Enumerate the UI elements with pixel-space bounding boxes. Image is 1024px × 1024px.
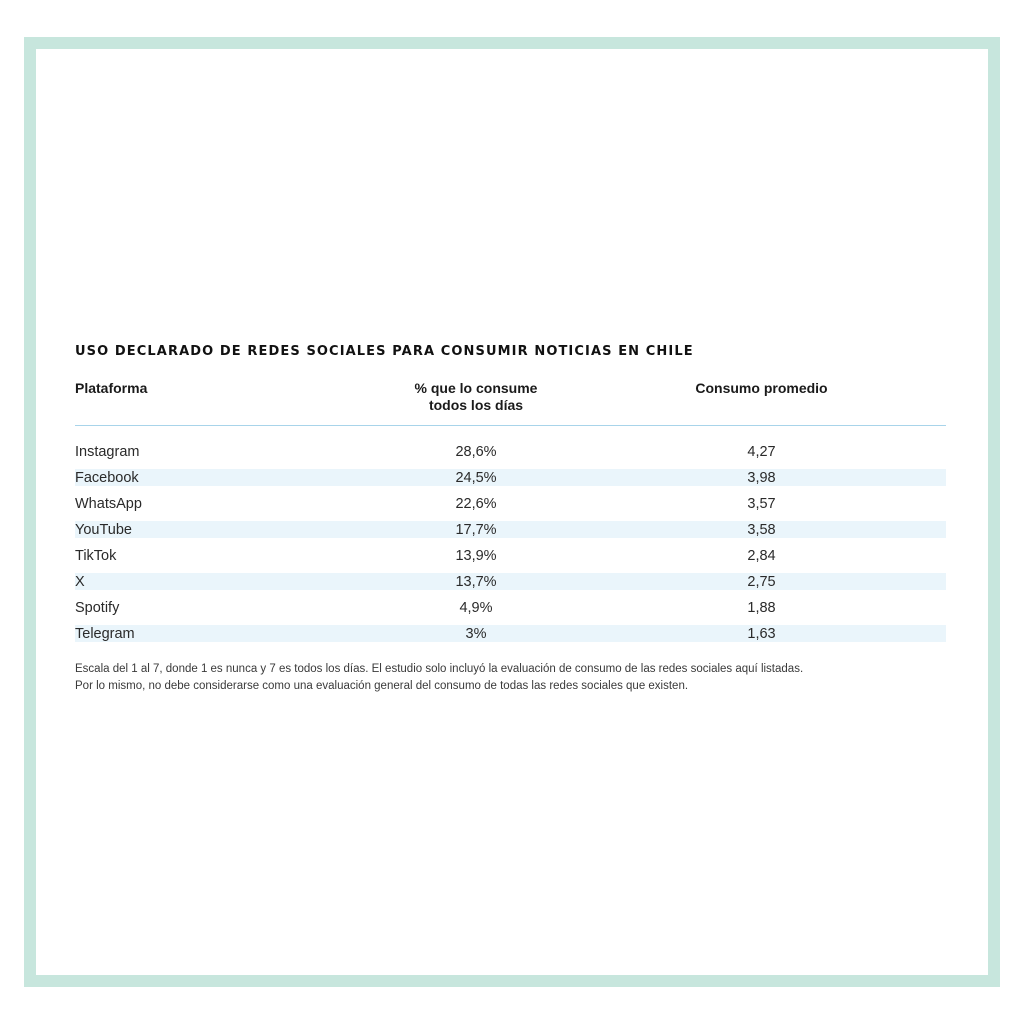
cell-daily: 28,6% (455, 444, 497, 460)
table-footnote (75, 661, 946, 695)
cell-daily: 3% (465, 625, 487, 642)
table-body (75, 439, 946, 642)
cell-average: 3,57 (747, 496, 776, 512)
cell-daily: 22,6% (455, 496, 497, 512)
header-daily-line2: todos los días (428, 397, 524, 413)
cell-platform: YouTube (75, 521, 132, 538)
footnote-line-1: Escala del 1 al 7, donde 1 es nunca y 7 es todos los días. El estudio solo incluyó la evaluación de consumo de las redes sociales aquí listadas. (75, 663, 804, 675)
cell-platform: Facebook (75, 469, 139, 486)
header-platform: Plataforma (75, 380, 148, 396)
table-section (75, 343, 946, 695)
table-row (75, 573, 946, 590)
cell-daily: 24,5% (455, 469, 497, 486)
cell-platform: TikTok (75, 548, 117, 564)
table-row (75, 521, 946, 538)
table-row (75, 625, 946, 642)
cell-daily: 17,7% (455, 521, 497, 538)
cell-average: 2,84 (747, 548, 776, 564)
footnote-line-2: Por lo mismo, no debe considerarse como una evaluación general del consumo de todas las redes sociales que existen. (75, 680, 689, 692)
cell-platform: Spotify (75, 600, 120, 616)
cell-average: 3,98 (747, 469, 776, 486)
table-title: USO DECLARADO DE REDES SOCIALES PARA CONSUMIR NOTICIAS EN CHILE (75, 344, 694, 359)
table-header (75, 380, 946, 426)
cell-average: 1,63 (747, 625, 776, 642)
header-daily-line1: % que lo consume (414, 380, 538, 396)
cell-average: 2,75 (747, 573, 776, 590)
cell-platform: Telegram (75, 625, 135, 642)
table-row (75, 469, 946, 486)
cell-platform: Instagram (75, 444, 140, 460)
cell-daily: 4,9% (459, 600, 493, 616)
cell-platform: X (75, 573, 85, 590)
cell-platform: WhatsApp (75, 496, 142, 512)
data-table (75, 380, 946, 642)
cell-daily: 13,9% (455, 548, 497, 564)
table-row (75, 543, 946, 569)
table-row (75, 439, 946, 465)
cell-average: 1,88 (747, 600, 776, 616)
header-daily (375, 380, 577, 414)
cell-daily: 13,7% (455, 573, 497, 590)
header-average: Consumo promedio (695, 380, 828, 396)
table-row (75, 595, 946, 621)
table-row (75, 491, 946, 517)
cell-average: 4,27 (747, 444, 776, 460)
cell-average: 3,58 (747, 521, 776, 538)
